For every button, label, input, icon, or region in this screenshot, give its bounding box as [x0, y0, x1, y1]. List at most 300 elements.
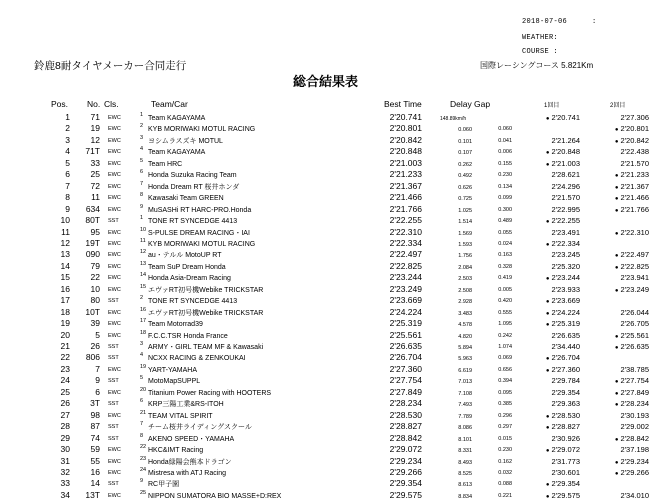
- row-lap2-time: 2'27.754: [620, 376, 649, 386]
- row-car-number: 79: [90, 260, 100, 271]
- row-car-number: 16: [90, 466, 100, 477]
- row-best-time: 2'22.334: [389, 237, 422, 248]
- row-car-number: 22: [90, 272, 100, 283]
- row-lap2-time: 2'29.002: [620, 422, 649, 432]
- row-gap: 0.300: [498, 206, 512, 213]
- row-class-position: 15: [140, 283, 147, 290]
- row-class: SST: [108, 355, 119, 362]
- row-team-car: Honda Suzuka Racing Team: [148, 172, 237, 180]
- row-class-position: 11: [140, 237, 146, 244]
- table-row: [0, 444, 651, 456]
- row-delay: 1.756: [458, 253, 472, 260]
- row-lap1-time: 2'29.072: [551, 445, 580, 455]
- row-car-number: 95: [90, 226, 100, 237]
- row-class: SST: [108, 218, 119, 225]
- row-class: EWC: [108, 389, 121, 396]
- row-car-number: 72: [90, 180, 100, 191]
- table-row: [0, 364, 651, 376]
- row-class-position: 1: [140, 112, 144, 118]
- row-delay: 0.101: [458, 138, 472, 145]
- row-lap1-time: 2'28.827: [551, 422, 580, 432]
- row-best-time: 2'29.266: [389, 466, 422, 477]
- row-class-position: 22: [140, 444, 147, 451]
- header-gap: Gap: [474, 99, 491, 109]
- row-delay: 8.834: [458, 493, 472, 500]
- table-row: [0, 307, 651, 319]
- row-best-time: 2'27.754: [389, 375, 422, 386]
- row-class-position: 13: [140, 260, 147, 267]
- header-cls: Cls.: [104, 99, 119, 109]
- row-team-car: ARMY・GIRL TEAM MF & Kawasaki: [148, 344, 264, 351]
- row-class: EWC: [108, 263, 121, 270]
- row-lap2-time: 2'22.438: [620, 147, 649, 157]
- row-lap1-time: 2'29.363: [551, 399, 580, 409]
- row-delay: 7.013: [458, 379, 472, 386]
- row-team-car: Titanium Power Racing with HOOTERS: [148, 389, 272, 397]
- row-class-position: 24: [140, 466, 147, 473]
- row-class: EWC: [108, 126, 121, 133]
- row-class-position: 4: [140, 146, 144, 153]
- row-gap: 0.099: [498, 195, 512, 202]
- best-lap-marker-icon: ●: [614, 207, 619, 214]
- row-gap: 0.060: [498, 126, 512, 133]
- row-lap2-time: 2'29.234: [620, 456, 649, 466]
- row-delay: 1.025: [458, 207, 472, 214]
- row-lap1-time: 2'22.255: [551, 216, 580, 226]
- row-pos: 23: [60, 363, 70, 374]
- row-pos: 3: [65, 134, 70, 145]
- row-delay: 0.107: [458, 150, 472, 157]
- row-car-number: 19: [90, 123, 100, 134]
- row-pos: 1: [65, 112, 70, 122]
- row-team-car: TEAM VITAL SPIRIT: [148, 412, 213, 420]
- row-delay: 2.084: [458, 264, 472, 271]
- best-lap-marker-icon: ●: [614, 127, 619, 134]
- row-lap1-time: 2'24.224: [551, 307, 580, 317]
- table-row: [0, 112, 651, 124]
- row-team-car: AKENO SPEED・YAMAHA: [148, 435, 235, 443]
- row-team-car: F.C.C.TSR Honda France: [148, 332, 228, 340]
- row-pos: 19: [60, 318, 70, 329]
- row-lap2-time: 2'21.233: [620, 170, 649, 180]
- row-class-position: 6: [140, 398, 144, 405]
- row-pos: 5: [65, 157, 70, 168]
- row-lap1-time: 2'29.575: [551, 490, 580, 500]
- row-class: EWC: [108, 183, 121, 190]
- row-class-position: 9: [140, 478, 144, 485]
- row-class: EWC: [108, 447, 121, 454]
- row-class-position: 21: [140, 409, 147, 416]
- row-lap1-time: 2'20.741: [551, 113, 580, 122]
- row-class: SST: [108, 481, 119, 488]
- row-best-time: 2'20.842: [389, 134, 422, 145]
- table-row: [0, 169, 651, 181]
- row-best-time: 2'28.530: [389, 409, 422, 420]
- row-class-position: 8: [140, 192, 144, 199]
- table-row: [0, 341, 651, 353]
- row-best-time: 2'29.234: [389, 455, 422, 466]
- row-team-car: Mistresa with ATJ Racing: [148, 469, 227, 477]
- row-gap: 0.555: [498, 309, 512, 316]
- row-class: EWC: [108, 275, 121, 282]
- row-best-time: 2'25.561: [389, 329, 422, 340]
- row-lap1-time: 2'25.319: [551, 319, 580, 329]
- row-class-position: 4: [140, 352, 144, 359]
- table-row: [0, 192, 651, 204]
- row-delay: 8.525: [458, 470, 472, 477]
- row-class: EWC: [108, 252, 121, 259]
- row-team-car: チーム桜井ライディングスクール: [148, 424, 252, 432]
- row-team-car: S-PULSE DREAM RACING・IAI: [148, 229, 250, 237]
- header-lap2: 2回目: [610, 103, 626, 109]
- row-lap1-time: 2'20.848: [551, 147, 580, 157]
- row-class-position: 5: [140, 375, 144, 382]
- row-team-car: Team KAGAYAMA: [148, 115, 206, 122]
- row-lap1-time: 2'28.530: [551, 410, 580, 420]
- row-pos: 2: [65, 123, 70, 134]
- row-pos: 4: [65, 146, 70, 157]
- row-car-number: 5: [95, 329, 100, 340]
- row-car-number: 33: [90, 157, 100, 168]
- row-team-car: YART-YAMAHA: [148, 366, 198, 374]
- table-row: [0, 181, 651, 193]
- row-car-number: 806: [85, 352, 100, 363]
- row-pos: 30: [60, 444, 70, 455]
- row-class-position: 19: [140, 363, 147, 370]
- row-car-number: 80: [90, 295, 100, 306]
- row-best-time: 2'26.704: [389, 352, 422, 363]
- row-lap1-time: 2'22.334: [551, 238, 580, 248]
- session-date: 2018-07-06: [522, 18, 568, 26]
- row-pos: 20: [60, 329, 70, 340]
- row-team-car: TONE RT SYNCEDGE 4413: [148, 218, 238, 226]
- best-lap-marker-icon: ●: [614, 138, 619, 145]
- row-lap2-time: 2'20.801: [620, 124, 649, 134]
- row-pos: 12: [60, 237, 70, 248]
- row-class: SST: [108, 344, 119, 350]
- row-best-time: 2'22.310: [389, 226, 422, 237]
- row-pos: 33: [60, 478, 70, 489]
- row-car-number: 98: [90, 409, 100, 420]
- event-title: 鈴鹿8耐タイヤメーカー合同走行: [34, 60, 187, 72]
- row-car-number: 6: [95, 386, 100, 397]
- best-lap-marker-icon: ●: [545, 413, 550, 420]
- row-lap2-time: 2'26.705: [620, 319, 649, 329]
- row-team-car: Kawasaki Team GREEN: [148, 195, 224, 203]
- row-class: EWC: [108, 149, 121, 156]
- row-car-number: 13T: [85, 489, 100, 500]
- row-pos: 6: [65, 169, 70, 180]
- row-lap2-time: 2'22.497: [620, 250, 649, 260]
- row-pos: 10: [60, 215, 70, 226]
- row-lap1-time: 2'23.933: [551, 284, 580, 294]
- row-car-number: 3T: [90, 398, 100, 409]
- row-pos: 14: [60, 260, 70, 271]
- row-best-time: 2'28.842: [389, 432, 422, 443]
- row-class: EWC: [108, 206, 121, 213]
- row-lap2: [0, 318, 649, 329]
- row-gap: 0.242: [498, 332, 512, 339]
- table-row: [0, 238, 651, 250]
- row-class: SST: [108, 378, 119, 385]
- row-class: SST: [108, 298, 119, 305]
- row-car-number: 10: [90, 283, 100, 294]
- row-team-car: RC甲子園: [148, 481, 180, 489]
- row-lap2-time: 2'38.785: [620, 364, 649, 374]
- row-class-position: 16: [140, 306, 147, 313]
- table-row: [0, 330, 651, 342]
- row-class-position: 3: [140, 134, 144, 141]
- row-lap2-time: 2'28.234: [620, 399, 649, 409]
- row-car-number: 7: [95, 363, 100, 374]
- row-lap2-time: 2'29.266: [620, 467, 649, 477]
- best-lap-marker-icon: ●: [614, 436, 619, 443]
- row-delay: 5.894: [458, 345, 472, 351]
- row-lap1-time: 2'23.491: [551, 227, 580, 237]
- best-lap-marker-icon: ●: [614, 390, 619, 397]
- row-class-position: 2: [140, 123, 144, 130]
- row-delay: 1.514: [458, 219, 472, 226]
- row-best-time: 2'21.367: [389, 180, 422, 191]
- row-delay: 8.101: [458, 436, 472, 443]
- header-no: No.: [87, 99, 101, 109]
- best-lap-marker-icon: ●: [614, 470, 619, 477]
- row-lap2-time: 2'21.367: [620, 181, 649, 191]
- table-row: [0, 398, 651, 410]
- row-delay: 7.493: [458, 402, 472, 409]
- row-best-time: 2'21.003: [389, 157, 422, 168]
- row-class-position: 8: [140, 432, 144, 439]
- row-gap: 0.032: [498, 469, 512, 476]
- row-gap: 0.419: [498, 275, 512, 282]
- row-team-car: エヴァRT初号機Webike TRICKSTAR: [148, 286, 264, 294]
- row-delay: 6.619: [458, 367, 472, 374]
- row-speed: 148.89km/h: [440, 116, 467, 122]
- row-class: EWC: [108, 160, 121, 167]
- row-class: SST: [108, 435, 119, 442]
- row-class: EWC: [108, 332, 121, 339]
- row-class-position: 20: [140, 386, 147, 393]
- row-class-position: 3: [140, 341, 144, 347]
- row-delay: 8.086: [458, 425, 472, 432]
- row-best-time: 2'29.072: [389, 444, 422, 455]
- table-row: [0, 375, 651, 387]
- row-delay: 7.789: [458, 413, 472, 420]
- row-class-position: 2: [140, 295, 144, 302]
- row-lap1-time: 2'26.635: [551, 330, 580, 340]
- best-lap-marker-icon: ●: [614, 196, 619, 203]
- row-lap2: [0, 112, 649, 123]
- row-lap2: [0, 410, 649, 421]
- row-class: EWC: [108, 309, 121, 316]
- header-lap1: 1回目: [544, 103, 560, 109]
- best-lap-marker-icon: ●: [614, 173, 619, 180]
- row-best-time: 2'24.224: [389, 306, 422, 317]
- row-lap2-time: 2'30.193: [620, 410, 649, 420]
- table-row: [0, 421, 651, 433]
- row-class: EWC: [108, 195, 121, 202]
- row-gap: 0.069: [498, 355, 512, 362]
- row-delay: 8.613: [458, 482, 472, 489]
- row-team-car: Team KAGAYAMA: [148, 149, 206, 157]
- row-lap2-time: 2'28.842: [620, 433, 649, 443]
- row-lap2: [0, 272, 649, 283]
- row-gap: 0.041: [498, 137, 512, 144]
- row-delay: 5.963: [458, 356, 472, 363]
- table-row: [0, 467, 651, 479]
- row-delay: 8.331: [458, 448, 472, 455]
- row-class: EWC: [108, 492, 121, 499]
- row-gap: 0.420: [498, 298, 512, 305]
- row-gap: 0.015: [498, 435, 512, 442]
- row-lap1-time: 2'22.995: [551, 204, 580, 214]
- row-gap: 0.297: [498, 424, 512, 431]
- best-lap-marker-icon: ●: [545, 356, 550, 363]
- row-gap: 1.095: [498, 321, 512, 328]
- row-delay: 0.725: [458, 196, 472, 203]
- best-lap-marker-icon: ●: [545, 299, 550, 306]
- row-car-number: 26: [90, 341, 100, 351]
- best-lap-marker-icon: ●: [614, 253, 619, 260]
- row-team-car: エヴァRT初号機Webike TRICKSTAR: [148, 309, 264, 317]
- table-row: [0, 261, 651, 273]
- row-best-time: 2'27.360: [389, 363, 422, 374]
- row-class: EWC: [108, 240, 121, 247]
- table-row: [0, 135, 651, 147]
- row-gap: 0.055: [498, 229, 512, 236]
- row-best-time: 2'23.669: [389, 295, 422, 306]
- row-pos: 22: [60, 352, 70, 363]
- row-team-car: Honda Asia-Dream Racing: [148, 275, 231, 283]
- best-lap-marker-icon: ●: [614, 287, 619, 294]
- row-best-time: 2'29.354: [389, 478, 422, 489]
- row-pos: 32: [60, 466, 70, 477]
- row-delay: 4.820: [458, 333, 472, 340]
- table-row: [0, 352, 651, 364]
- row-gap: 0.163: [498, 252, 512, 259]
- best-lap-marker-icon: ●: [545, 116, 550, 122]
- best-lap-marker-icon: ●: [545, 322, 550, 329]
- best-lap-marker-icon: ●: [614, 333, 619, 340]
- date-colon: :: [592, 18, 597, 26]
- row-lap2-time: 2'27.306: [620, 113, 649, 122]
- row-delay: 3.483: [458, 310, 472, 317]
- best-lap-marker-icon: ●: [545, 425, 550, 432]
- row-pos: 31: [60, 455, 70, 466]
- row-car-number: 12: [90, 134, 100, 145]
- row-pos: 17: [60, 295, 70, 306]
- row-pos: 11: [61, 226, 70, 237]
- row-pos: 9: [65, 203, 70, 214]
- row-gap: 0.024: [498, 240, 512, 247]
- row-best-time: 2'21.466: [389, 192, 422, 203]
- table-row: [0, 227, 651, 239]
- row-best-time: 2'21.233: [389, 169, 422, 180]
- row-class: EWC: [108, 115, 121, 121]
- row-best-time: 2'28.234: [389, 398, 422, 409]
- row-lap2-time: 2'23.941: [620, 273, 649, 283]
- row-lap1-time: 2'25.320: [551, 261, 580, 271]
- row-delay: 2.503: [458, 276, 472, 283]
- row-best-time: 2'22.255: [389, 215, 422, 226]
- row-lap2-time: 2'27.849: [620, 387, 649, 397]
- best-lap-marker-icon: ●: [614, 184, 619, 191]
- row-class-position: 10: [140, 226, 147, 233]
- row-team-car: au・テルル MotoUP RT: [148, 252, 222, 260]
- row-lap2: [0, 158, 649, 169]
- table-row: [0, 204, 651, 216]
- row-delay: 2.928: [458, 299, 472, 306]
- row-team-car: Team Motorrad39: [148, 321, 203, 329]
- weather-label: WEATHER:: [522, 34, 559, 42]
- row-pos: 8: [65, 192, 70, 203]
- row-pos: 26: [60, 398, 70, 409]
- row-team-car: Team HRC: [148, 160, 183, 168]
- row-delay: 0.262: [458, 161, 472, 168]
- best-lap-marker-icon: ●: [545, 161, 550, 168]
- row-car-number: 59: [90, 444, 100, 455]
- circuit-name: 国際レーシングコース 5.821Km: [480, 61, 594, 70]
- row-car-number: 634: [85, 203, 100, 214]
- row-class-position: 17: [140, 318, 147, 325]
- header-pos: Pos.: [51, 99, 69, 109]
- row-gap: 1.074: [498, 344, 512, 350]
- row-best-time: 2'23.249: [389, 283, 422, 294]
- table-row: [0, 433, 651, 445]
- row-lap2-time: 2'26.044: [620, 307, 649, 317]
- table-row: [0, 284, 651, 296]
- row-class-position: 1: [140, 215, 144, 222]
- row-pos: 18: [60, 306, 70, 317]
- row-best-time: 2'28.827: [389, 421, 422, 432]
- row-gap: 0.230: [498, 172, 512, 179]
- row-best-time: 2'20.741: [389, 112, 422, 122]
- best-lap-marker-icon: ●: [545, 482, 550, 489]
- table-row: [0, 295, 651, 307]
- row-delay: 0.626: [458, 184, 472, 191]
- row-car-number: 39: [90, 318, 100, 329]
- best-lap-marker-icon: ●: [545, 276, 550, 283]
- row-gap: 0.296: [498, 412, 512, 419]
- row-lap2-time: 2'20.842: [620, 135, 649, 145]
- table-row: [0, 490, 651, 502]
- row-gap: 0.134: [498, 183, 512, 190]
- row-car-number: 14: [90, 478, 100, 489]
- row-lap1-time: 2'29.784: [551, 376, 580, 386]
- row-class: EWC: [108, 412, 121, 419]
- best-lap-marker-icon: ●: [545, 493, 550, 500]
- row-class-position: 9: [140, 203, 144, 210]
- row-best-time: 2'22.497: [389, 249, 422, 260]
- table-row: [0, 478, 651, 490]
- row-team-car: NIPPON SUMATORA BIO MASSE+D:REX: [148, 492, 282, 500]
- row-team-car: Honda緑陽会熊本ドラゴン: [148, 458, 232, 466]
- best-lap-marker-icon: ●: [614, 379, 619, 386]
- row-pos: 7: [65, 180, 70, 191]
- row-class: EWC: [108, 172, 121, 179]
- row-best-time: 2'20.801: [389, 123, 422, 134]
- row-class: EWC: [108, 321, 121, 328]
- row-lap2: [0, 421, 649, 432]
- row-lap2-time: 2'21.466: [620, 193, 649, 203]
- row-lap1-time: 2'30.926: [551, 433, 580, 443]
- row-lap2: [0, 444, 649, 455]
- row-car-number: 87: [90, 421, 100, 432]
- row-best-time: 2'25.319: [389, 318, 422, 329]
- table-row: [0, 318, 651, 330]
- header-delay: Delay: [450, 99, 472, 109]
- row-car-number: 19T: [85, 237, 100, 248]
